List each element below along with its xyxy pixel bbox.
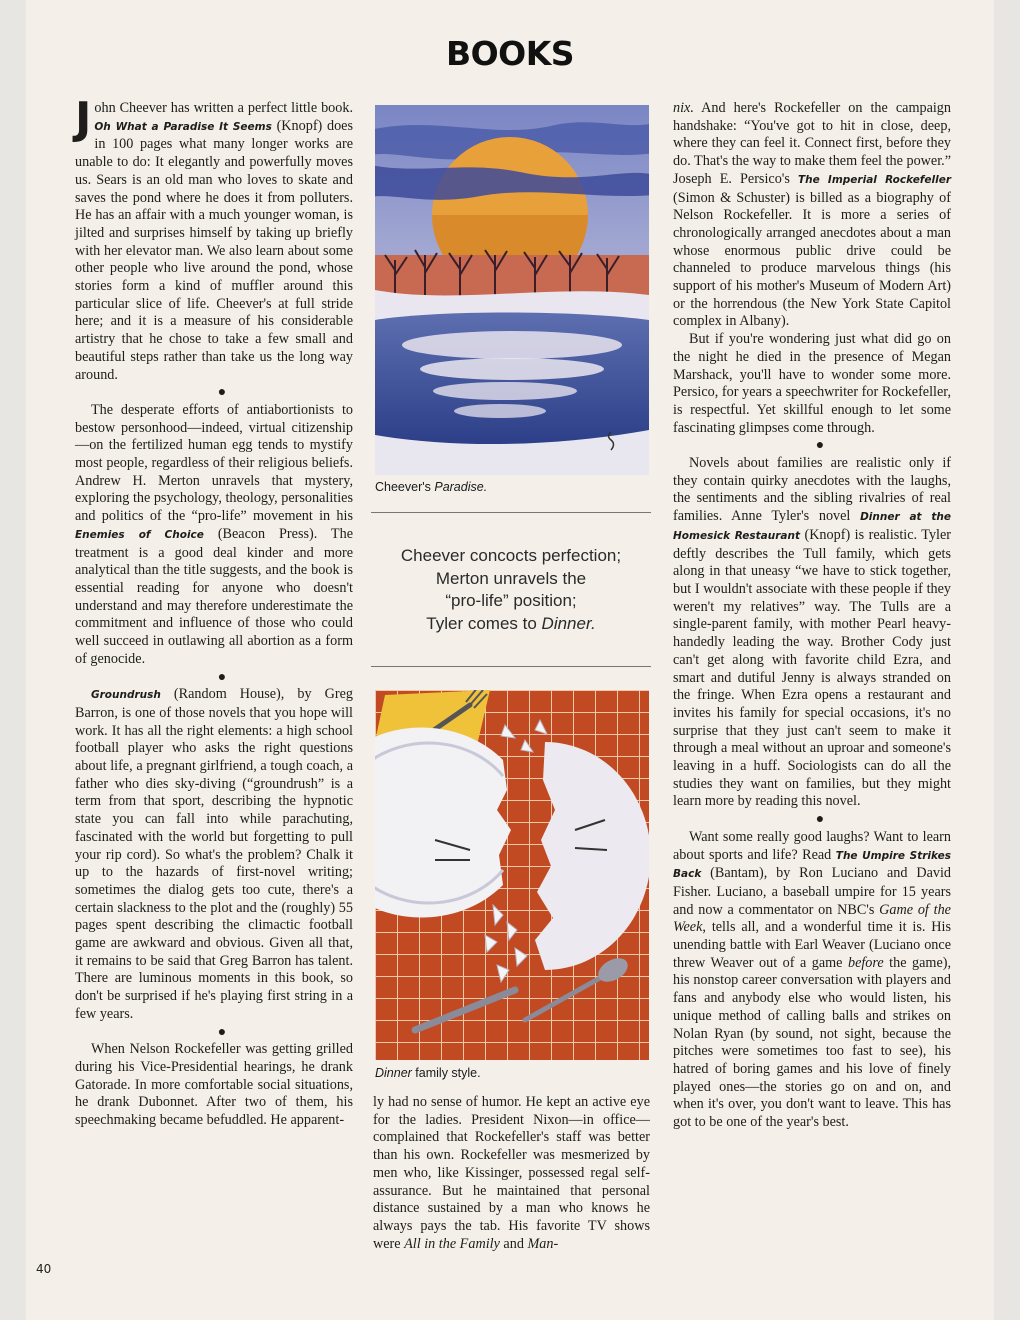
divider-rule — [371, 512, 651, 513]
book-title: The Imperial Rockefeller — [797, 173, 951, 186]
column-middle-text: ly had no sense of humor. He kept an active eye for the ladies. President Nixon—in office—complained that Rockefeller's staff was better than his own. Rockefeller was mesmerized by men who, like Kissinger, possessed regal self-assurance. But he maintained that personal distance sustained by a man who knows he always pays the tab. His favorite TV shows were All in the Family and Man- — [373, 1094, 650, 1252]
review-persico-start: When Nelson Rockefeller was getting grilled during his Vice-Presidential hearings, he drank Gatorade. In more comfortable social situations, he drank Dubonnet. After two of them, his speechmaking became befuddled. He apparent- — [75, 1041, 353, 1129]
review-persico: nix. And here's Rockefeller on the campaign handshake: “You've got to hit in close, deep, where they can feel it. Connect first, before they do. That's the way to make them feel the power.” Joseph E. Persico's The Imperial Rockefeller (Simon & Schuster) is billed as a biography of Nelson Rockefeller. It is more a series of chronologically arranged anecdotes about a man whose enormous public drive could be channeled to produce marvelous things (his support of his mother's Museum of Modern Art) or the horrendous (the New York State Capitol complex in Albany). — [673, 100, 951, 330]
bullet-separator: ● — [217, 1024, 227, 1040]
bullet-separator: ● — [815, 438, 825, 454]
page-number: 40 — [36, 1262, 52, 1276]
review-luciano: Want some really good laughs? Want to learn about sports and life? Read The Umpire Strikes Back (Bantam), by Ron Luciano and David Fisher. Luciano, a baseball umpire for 15 years and now a commentator on NBC's Game of the Week, tells all, and a wonderful time it is. His unending battle with Earl Weaver (Luciano once threw Weaver out of a game before the game), his nonstop career conversation with players and fans and anybody else who would listen, his unique method of calling balls and strikes on Nolan Ryan (by sound, not sight, because the pitches were sometimes too fast to see), his hatred of boring games and his love of finely played ones—the stories go on and on, and when it's over, you don't want to leave. This has got to be one of the year's best. — [673, 828, 952, 1131]
book-title: Dinner at the Homesick Restaurant — [673, 511, 951, 542]
dinner-illustration — [375, 690, 649, 1060]
book-title: Oh What a Paradise It Seems — [94, 120, 272, 133]
book-title: The Umpire Strikes Back — [673, 849, 951, 881]
paradise-illustration — [375, 105, 649, 475]
drop-cap: J — [75, 93, 92, 144]
divider-rule — [371, 666, 651, 667]
review-cheever: John Cheever has written a perfect little book. Oh What a Paradise It Seems (Knopf) does in 100 pages what many longer works are unable to do: It elegantly and powerfully moves us. Sears is an old man who loves to skate and saves the pond where he does it from polluters. He has an affair with a much younger woman, is jilted and surprises himself by taking up briefly with her elevator man. We also learn about some other people who live around the pond, whose stories form a kind of muffler around this particular slice of life. Cheever's at full stride here; and it is a measure of his considerable artistry that he chose to take a few small and beautiful steps rather than take us the long way around. — [75, 93, 353, 383]
caption-paradise: Cheever's Paradise. — [375, 480, 488, 494]
book-title: Enemies of Choice — [75, 528, 204, 541]
pull-quote: Cheever concocts perfection; Merton unravels the “pro-life” position; Tyler comes to Dinner. — [400, 546, 622, 633]
caption-dinner: Dinner family style. — [375, 1066, 481, 1080]
column-right — [673, 100, 951, 1132]
bullet-separator: ● — [815, 812, 825, 828]
magazine-page — [26, 0, 994, 1320]
book-title: Groundrush — [91, 689, 161, 702]
bullet-separator: ● — [217, 385, 227, 401]
review-merton: The desperate efforts of antiabortionists to bestow personhood—indeed, virtual citizenship—on the fertilized human egg tends to mystify most people, regardless of their religious beliefs. Andrew H. Merton unravels that mystery, exploring the psychology, theology, personalities and politics of the “pro-life” movement in his Enemies of Choice (Beacon Press). The treatment is a good deal kinder and more analytical than the title suggests, and the book is essential reading for anyone who doesn't understand and may therefore underestimate the commitment and influence of those who could well succeed in outlawing all abortion as a form of genocide. — [75, 401, 353, 667]
review-barron: Groundrush (Random House), by Greg Barron, is one of those novels that you hope will work. It has all the right elements: a high school football player who asks the right questions about life, a pregnant girlfriend, a tough coach, a father who dies sky-diving (“groundrush” is a term from that sport, describing the hypnotic state you can fall into while parachuting, fascinated with the world but forgetting to pull your rip cord). So what's the problem? Chalk it up to the hazards of first-novel writing; sometimes the dialog gets too cute, there's a certain slackness to the plot and the (roughly) 55 pages spent describing the climactic football game are awkward and obvious. Given all that, it remains to be said that Greg Barron has talent. There are luminous moments in this book, so don't be surprised if he's playing first string in a few years. — [75, 686, 353, 1022]
bullet-separator: ● — [217, 669, 227, 685]
review-tyler: Novels about families are realistic only if they contain quirky anecdotes with the laughs, the sentiments and the sibling rivalries of real families. Anne Tyler's novel Dinner at the Homesick Restaurant (Knopf) is realistic. Tyler deftly describes the Tull family, which gets along in that uneasy “we have to stick together, but I wouldn't associate with these people if they weren't my relatives” way. The Tulls are a single-parent family, with mother Pearl heavy-handedly leading the way. Brother Cody just can't get along with favorite child Ezra, and smart and dutiful Jenny is always stranded on the fringe. When Ezra opens a restaurant and invites his family for special occasions, it's no surprise that they just can't seem to make it through a meal without an uproar and someone's leaving in a huff. Sociologists can do all the studies they want on families, but they might learn more by reading this novel. — [673, 455, 951, 810]
review-persico-cont: But if you're wondering just what did go on the night he died in the presence of Megan Marshack, you'll have to wonder some more. Persico, for years a speechwriter for Rockefeller, is respectful. Yet skillful enough to let some fascinating glimpses come through. — [673, 331, 951, 436]
column-left — [75, 93, 353, 1130]
section-title: BOOKS — [445, 34, 575, 73]
